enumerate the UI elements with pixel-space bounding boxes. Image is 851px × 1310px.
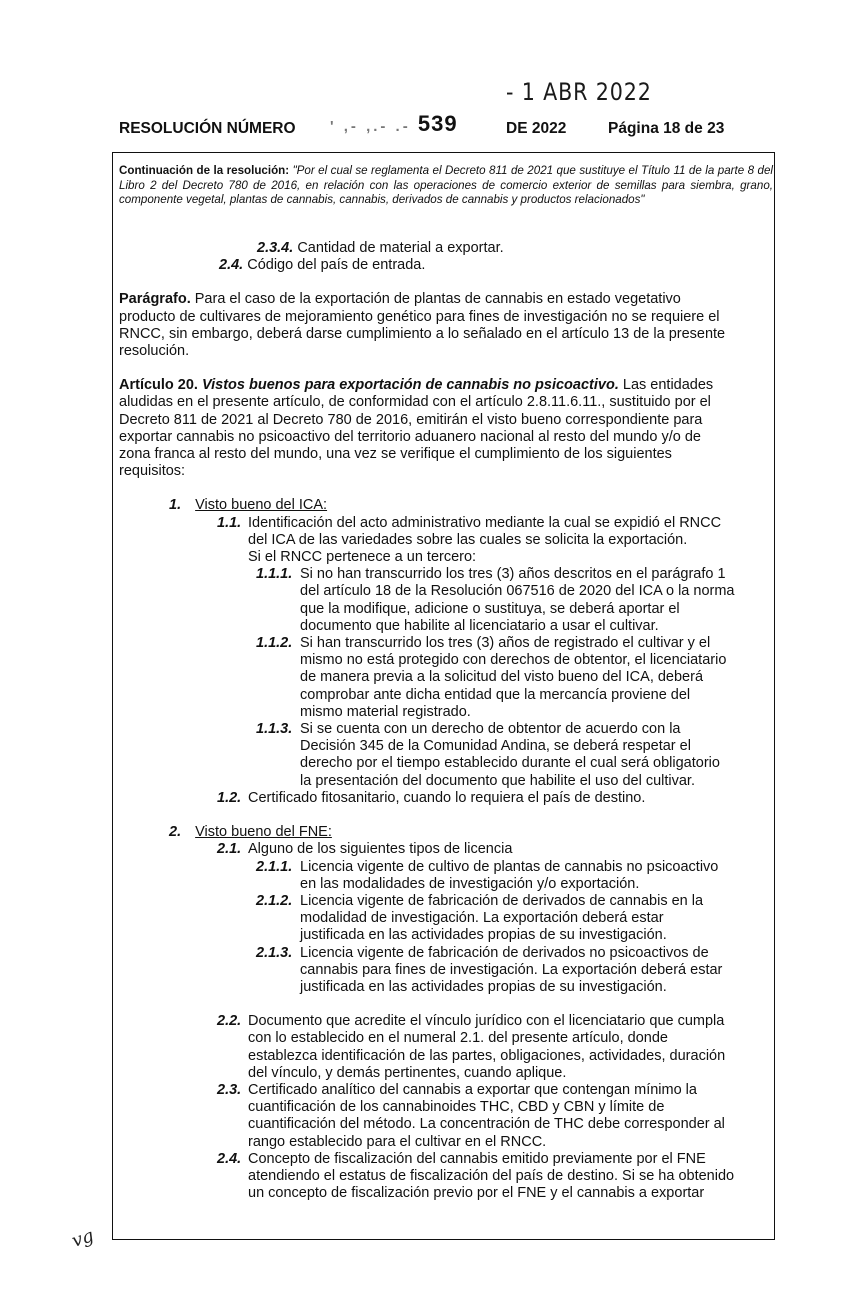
item-line: Licencia vigente de cultivo de plantas de cannabis no psicoactivo [300, 858, 719, 875]
item-line: Licencia vigente de fabricación de derivados no psicoactivos de [300, 944, 709, 961]
item-2-1 [119, 841, 775, 858]
item-2-1-1 [119, 859, 775, 893]
item-line: rango establecido para el cultivar en el RNCC. [248, 1133, 547, 1150]
item-line: Licencia vigente de fabricación de derivados de cannabis en la [300, 892, 704, 909]
resolution-number-faint: ' ,- ,.- .- [330, 118, 411, 135]
item-number: 2.1.2. [256, 892, 293, 909]
item-number: 2.4. [219, 257, 244, 274]
resolution-number-value: 539 [417, 111, 458, 136]
item-line: establezca identificación de las partes, obligaciones, actividades, duración [248, 1047, 726, 1064]
section-number: 2. [169, 824, 182, 841]
item-line: modalidad de investigación. La exportación deberá estar [300, 910, 664, 927]
item-1-1-1 [119, 566, 775, 635]
item-line: Identificación del acto administrativo mediante la cual se expidió el RNCC [248, 514, 722, 531]
item-line: Alguno de los siguientes tipos de licencia [248, 841, 513, 858]
item-number: 2.3.4. [257, 240, 294, 256]
item-line: atendiendo el estatus de fiscalización del país de destino. Si se ha obtenido [248, 1167, 735, 1184]
paragrafo [119, 291, 775, 360]
item-line: en las modalidades de investigación y/o exportación. [300, 875, 640, 892]
item-line: la presentación del documento que habilite el uso del cultivar. [300, 772, 695, 789]
item-number: 2.1.3. [256, 944, 293, 961]
item-text: Código del país de entrada. [247, 257, 426, 274]
item-number: 2.3. [217, 1081, 242, 1098]
item-line: Documento que acredite el vínculo jurídico con el licenciatario que cumpla [248, 1013, 725, 1030]
articulo-line: Las entidades [622, 377, 714, 394]
spacer [119, 480, 775, 497]
item-2-3-4 [119, 240, 775, 257]
paragrafo-line: Para el caso de la exportación de plantas de cannabis en estado vegetativo [194, 291, 681, 308]
spacer [119, 360, 775, 377]
section-title: Visto bueno del ICA: [195, 497, 328, 514]
item-text: Cantidad de material a exportar. [297, 240, 504, 256]
section-1-heading [119, 497, 775, 514]
continuation-label: Continuación de la resolución: [119, 164, 290, 177]
articulo-label: Artículo 20. [119, 377, 198, 394]
articulo-title: Vistos buenos para exportación de cannabis no psicoactivo. [202, 377, 619, 394]
item-line: que la modifique, adicione o sustituya, se deberá aportar el [300, 600, 680, 617]
item-number: 2.2. [217, 1013, 242, 1030]
item-line: Certificado analítico del cannabis a exportar que contengan mínimo la [248, 1081, 697, 1098]
paragrafo-line: resolución. [119, 343, 190, 360]
item-2-4-fne [119, 1151, 775, 1203]
item-2-1-2 [119, 893, 775, 945]
item-2-4 [119, 257, 775, 274]
item-line: Si el RNCC pertenece a un tercero: [248, 549, 477, 566]
paragrafo-line: RNCC, sin embargo, deberá darse cumplimiento a lo señalado en el artículo 13 de la presente [119, 325, 726, 342]
item-2-1-3 [119, 945, 775, 997]
item-number: 2.1. [217, 841, 242, 858]
item-line: justificada en las actividades propias de su investigación. [300, 927, 667, 944]
articulo-line: exportar cannabis no psicoactivo del territorio aduanero nacional al resto del mundo y/o de [119, 428, 701, 445]
item-1-1-3 [119, 721, 775, 790]
item-line: del vínculo, y demás pertinentes, cuando aplique. [248, 1064, 567, 1081]
spacer [119, 807, 775, 824]
item-1-1 [119, 515, 775, 567]
item-1-1-2 [119, 635, 775, 721]
articulo-line: aludidas en el presente artículo, de conformidad con el artículo 2.8.11.6.11., sustituido por el [119, 394, 711, 411]
item-number: 2.4. [217, 1150, 242, 1167]
item-1-2 [119, 790, 775, 807]
margin-initials: vg [69, 1225, 97, 1252]
item-line: justificada en las actividades propias de su investigación. [300, 978, 667, 995]
continuation-text: "Por el cual se reglamenta el Decreto 811 de 2021 que sustituye el Título 11 de la parte 8 del Libro 2 del Decreto 780 de 2016, en relación con las operaciones de comercio exterior de semillas para siembra, grano, componente vegetal, plantas de cannabis, cannabis, derivados de cannabis y productos relacionados" [119, 164, 773, 207]
item-line: derecho por el tiempo establecido durante el cual será obligatorio [300, 755, 720, 772]
item-line: del artículo 18 de la Resolución 067516 de 2020 del ICA o la norma [300, 583, 735, 600]
item-2-2 [119, 1013, 775, 1082]
item-number: 1.1.3. [256, 721, 293, 738]
date-stamp: - 1 ABR 2022 [506, 78, 652, 106]
paragrafo-label: Parágrafo. [119, 291, 191, 308]
item-line: comprobar ante dicha entidad que la mercancía proviene del [300, 686, 691, 703]
paragrafo-line: producto de cultivares de mejoramiento genético para fines de investigación no se requiere el [119, 308, 720, 325]
item-2-3 [119, 1082, 775, 1151]
item-line: de manera previa a la solicitud del visto bueno del ICA, deberá [300, 669, 704, 686]
section-title: Visto bueno del FNE: [195, 824, 332, 841]
item-line: cannabis para fines de investigación. La exportación deberá estar [300, 961, 723, 978]
item-number: 1.1. [217, 514, 242, 531]
section-2-heading [119, 824, 775, 841]
item-line: cuantificación de los cannabinoides THC, CBD y CBN y límite de [248, 1099, 665, 1116]
document-body [119, 240, 775, 1202]
articulo-line: zona franca al resto del mundo, una vez se verifique el cumplimiento de los siguientes [119, 446, 672, 463]
item-line: Si no han transcurrido los tres (3) años descritos en el parágrafo 1 [300, 566, 726, 583]
articulo-20 [119, 377, 775, 480]
resolution-year: DE 2022 [506, 120, 567, 137]
resolution-number [330, 111, 458, 137]
resolution-label: RESOLUCIÓN NÚMERO [119, 120, 296, 137]
item-number: 1.1.2. [256, 635, 293, 652]
item-line: cuantificación del método. La concentración de THC debe corresponder al [248, 1116, 725, 1133]
spacer [119, 996, 775, 1013]
page-number: Página 18 de 23 [608, 120, 725, 137]
item-line: del ICA de las variedades sobre las cuales se solicita la exportación. [248, 531, 688, 548]
spacer [119, 274, 775, 291]
item-number: 2.1.1. [256, 858, 293, 875]
item-line: un concepto de fiscalización previo por el FNE y el cannabis a exportar [248, 1185, 705, 1202]
item-line: Certificado fitosanitario, cuando lo requiera el país de destino. [248, 789, 646, 806]
articulo-line: requisitos: [119, 463, 186, 480]
item-number: 1.1.1. [256, 566, 293, 583]
item-line: con lo establecido en el numeral 2.1. del presente artículo, donde [248, 1030, 668, 1047]
item-line: mismo material registrado. [300, 703, 471, 720]
item-line: Si han transcurrido los tres (3) años de registrado el cultivar y el [300, 635, 711, 652]
section-number: 1. [169, 497, 182, 514]
item-line: Concepto de fiscalización del cannabis emitido previamente por el FNE [248, 1150, 706, 1167]
continuation-block [119, 164, 773, 208]
articulo-line: Decreto 811 de 2021 al Decreto 780 de 2016, emitirán el visto bueno correspondiente para [119, 411, 703, 428]
item-number: 1.2. [217, 789, 242, 806]
item-line: Si se cuenta con un derecho de obtentor de acuerdo con la [300, 721, 681, 738]
item-line: mismo no está protegido con derechos de obtentor, el licenciatario [300, 652, 727, 669]
item-line: Decisión 345 de la Comunidad Andina, se deberá respetar el [300, 738, 691, 755]
item-line: documento que habilite al licenciatario a usar el cultivar. [300, 617, 659, 634]
